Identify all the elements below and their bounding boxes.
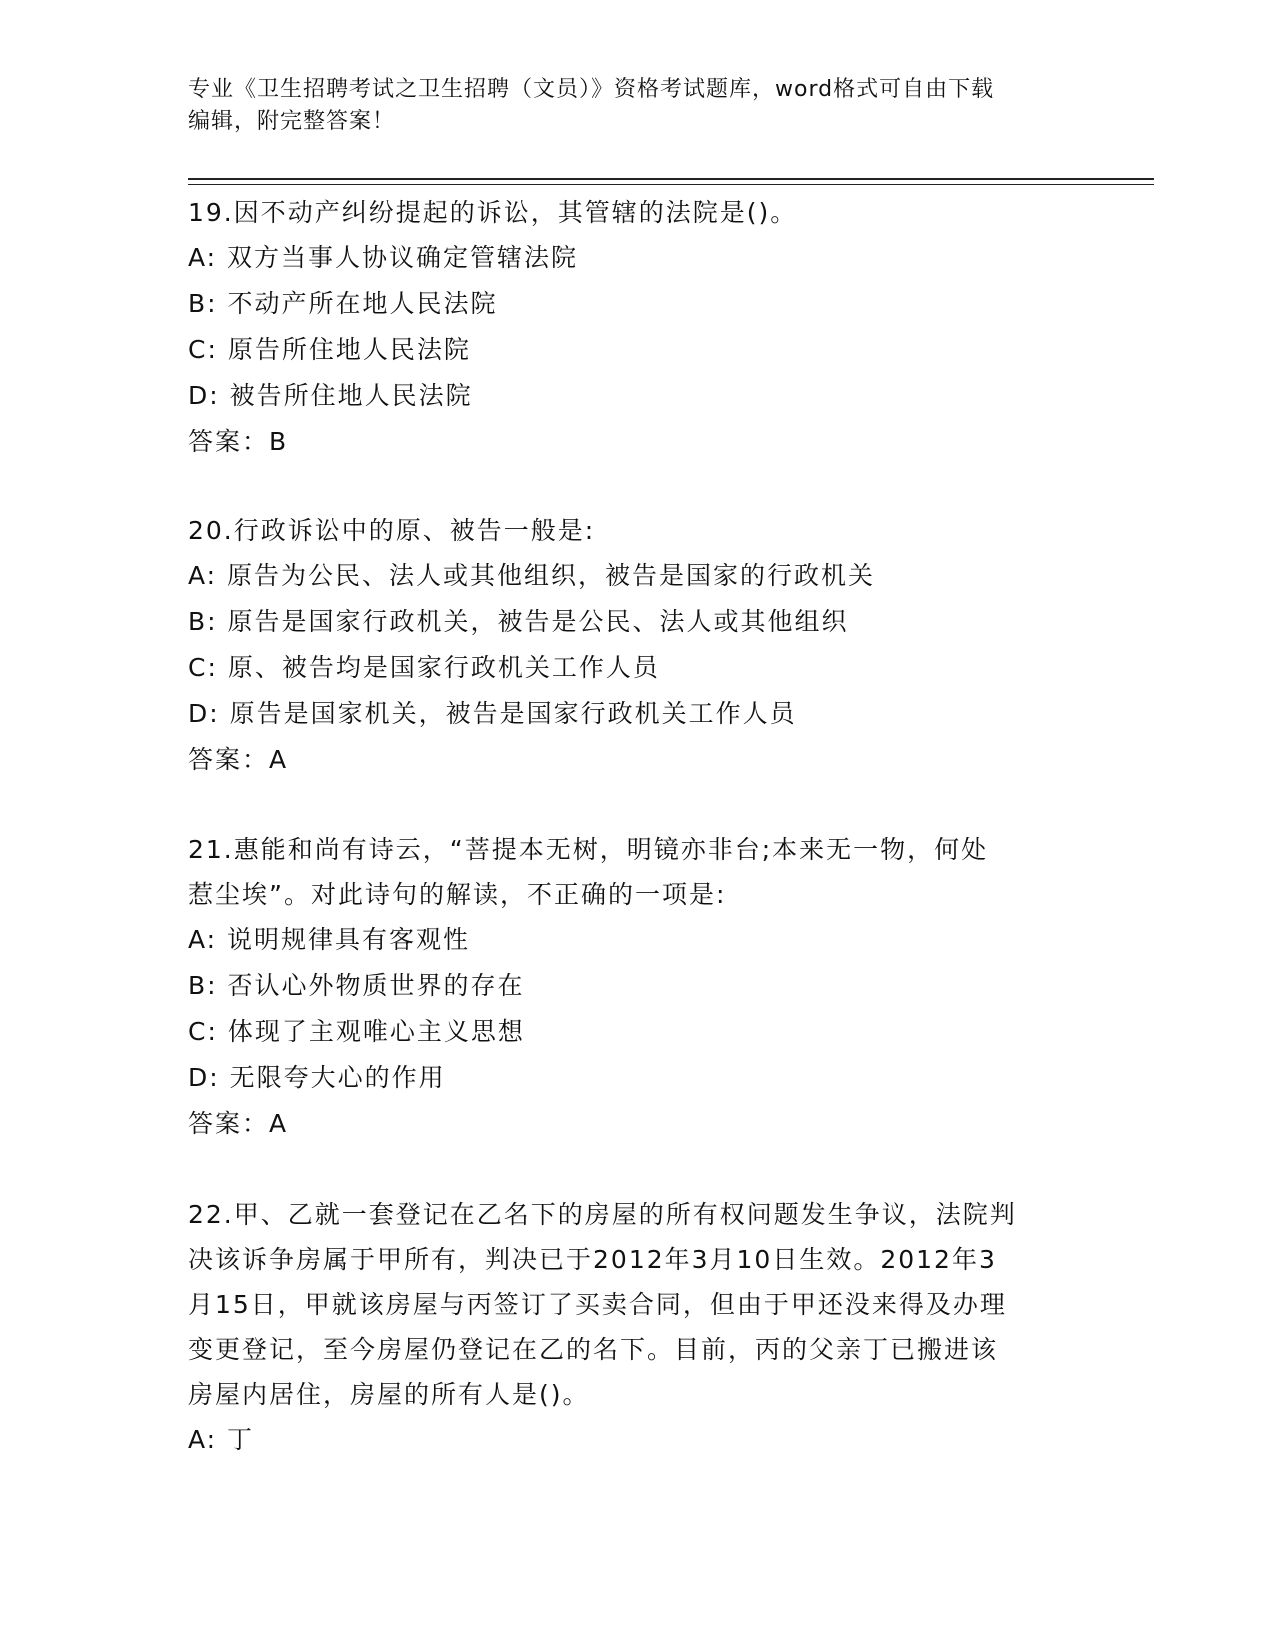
header-line-2: 编辑，附完整答案！	[188, 109, 396, 134]
answer-line: 答案：B	[188, 427, 289, 456]
header-divider-thick	[188, 178, 1154, 180]
question-stem: 20.行政诉讼中的原、被告一般是:	[188, 516, 596, 545]
option-d: D: 无限夸大心的作用	[188, 1063, 446, 1092]
option-a: A: 原告为公民、法人或其他组织，被告是国家的行政机关	[188, 561, 876, 590]
question-stem-line-2: 惹尘埃”。对此诗句的解读，不正确的一项是:	[188, 880, 727, 909]
option-c: C: 体现了主观唯心主义思想	[188, 1017, 525, 1046]
question-21	[188, 827, 1078, 1147]
question-22	[188, 1192, 1078, 1463]
question-stem-line-3: 月15日，甲就该房屋与丙签订了买卖合同，但由于甲还没来得及办理	[188, 1290, 1007, 1319]
question-stem-line-1: 22.甲、乙就一套登记在乙名下的房屋的所有权问题发生争议，法院判	[188, 1200, 1017, 1229]
question-stem: 19.因不动产纠纷提起的诉讼，其管辖的法院是()。	[188, 198, 798, 227]
option-a: A: 丁	[188, 1425, 255, 1454]
option-b: B: 不动产所在地人民法院	[188, 289, 498, 318]
question-stem-line-4: 变更登记，至今房屋仍登记在乙的名下。目前，丙的父亲丁已搬进该	[188, 1335, 999, 1364]
option-a: A: 说明规律具有客观性	[188, 925, 471, 954]
option-a: A: 双方当事人协议确定管辖法院	[188, 243, 579, 272]
question-19	[188, 190, 1078, 465]
header-line-1: 专业《卫生招聘考试之卫生招聘（文员）》资格考试题库，word格式可自由下载	[188, 77, 995, 102]
answer-line: 答案：A	[188, 1109, 289, 1138]
document-header	[188, 74, 1088, 138]
option-d: D: 原告是国家机关，被告是国家行政机关工作人员	[188, 699, 797, 728]
option-b: B: 否认心外物质世界的存在	[188, 971, 525, 1000]
option-c: C: 原、被告均是国家行政机关工作人员	[188, 653, 660, 682]
question-stem-line-1: 21.惠能和尚有诗云，“菩提本无树，明镜亦非台;本来无一物，何处	[188, 835, 989, 864]
answer-line: 答案：A	[188, 745, 289, 774]
header-divider-thin	[188, 184, 1154, 185]
question-stem-line-5: 房屋内居住，房屋的所有人是()。	[188, 1380, 590, 1409]
option-c: C: 原告所住地人民法院	[188, 335, 471, 364]
question-stem-line-2: 决该诉争房属于甲所有，判决已于2012年3月10日生效。2012年3	[188, 1245, 997, 1274]
question-20	[188, 508, 1078, 783]
option-b: B: 原告是国家行政机关，被告是公民、法人或其他组织	[188, 607, 849, 636]
option-d: D: 被告所住地人民法院	[188, 381, 473, 410]
